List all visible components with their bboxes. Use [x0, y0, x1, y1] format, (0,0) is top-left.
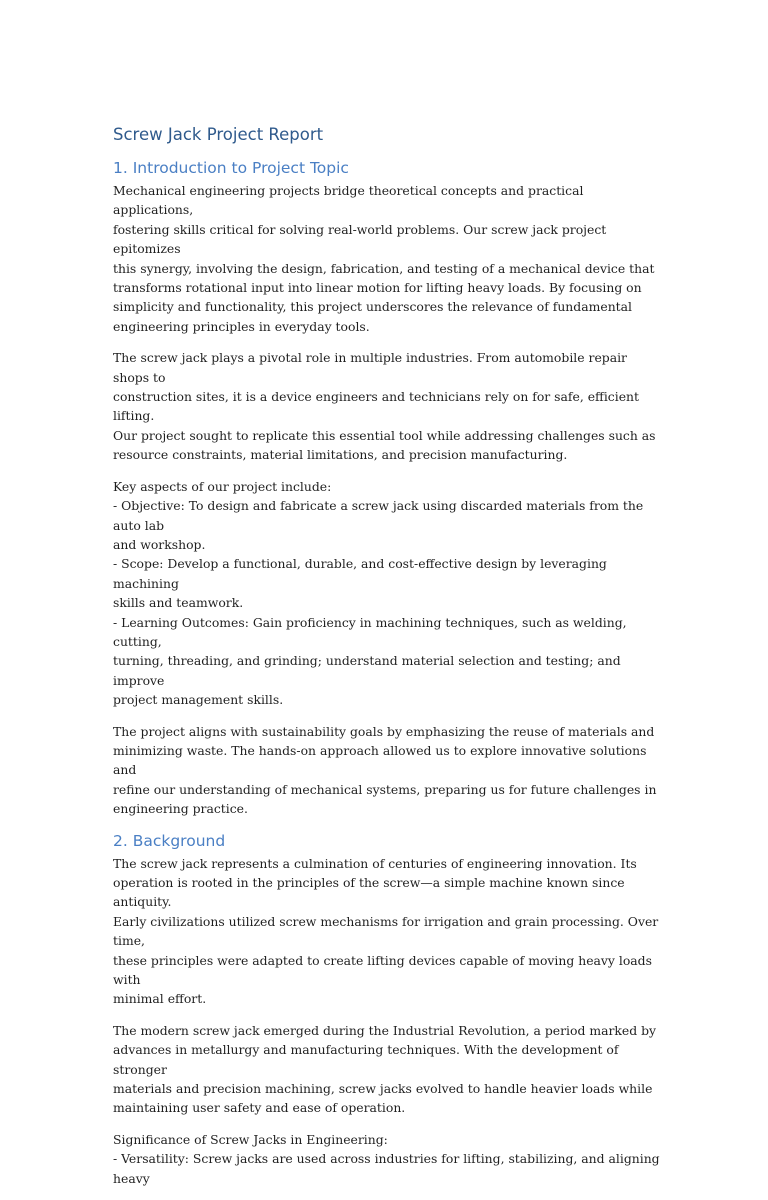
paragraph: Mechanical engineering projects bridge theoretical concepts and practical applications, fostering skills critical for solving real-world problems. Our screw jack project epitomizes this synergy, involving the design, fabrication, and testing of a mechanical device that transforms rotational input into linear motion for lifting heavy loads. By focusing on simplicity and functionality, this project underscores the relevance of fundamental engineering principles in everyday tools.: [113, 183, 655, 334]
section-heading: 2. Background: [113, 831, 226, 850]
paragraph: The modern screw jack emerged during the Industrial Revolution, a period marked by advances in metallurgy and manufacturing techniques. With the development of stronger materials and precision machining, screw jacks evolved to handle heavier loads while maintaining user safety and ease of operation.: [113, 1022, 657, 1116]
paragraph: Key aspects of our project include: - Objective: To design and fabricate a screw jack using discarded materials from the auto lab and workshop. - Scope: Develop a functional, durable, and cost-effective design by leveraging machining skills and teamwork. - Learning Outcomes: Gain proficiency in machining techniques, such as welding, cutting, turning, threading, and grinding; understand material selection and testing; and improve project management skills.: [113, 478, 644, 708]
paragraph: The project aligns with sustainability goals by emphasizing the reuse of materials and minimizing waste. The hands-on approach allowed us to explore innovative solutions and refine our understanding of mechanical systems, preparing us for future challenges in engineering practice.: [113, 723, 657, 817]
paragraph: The screw jack represents a culmination of centuries of engineering innovation. Its operation is rooted in the principles of the screw—a simple machine known since antiquity. Early civilizations utilized screw mechanisms for irrigation and grain processing. Over time, these principles were adapted to create lifting devices capable of moving heavy loads with minimal effort.: [113, 855, 659, 1007]
document-page: [113, 124, 661, 1200]
paragraph: Significance of Screw Jacks in Engineering: - Versatility: Screw jacks are used across industries for lifting, stabilizing, and aligning heavy: [113, 1131, 660, 1186]
document-title: Screw Jack Project Report: [113, 125, 324, 144]
section-heading: 1. Introduction to Project Topic: [113, 159, 349, 177]
paragraph: The screw jack plays a pivotal role in multiple industries. From automobile repair shops to construction sites, it is a device engineers and technicians rely on for safe, efficient lifting. Our project sought to replicate this essential tool while addressing challenges such as resource constraints, material limitations, and precision manufacturing.: [113, 350, 656, 463]
section-introduction: [113, 158, 661, 819]
section-background: [113, 831, 661, 1189]
